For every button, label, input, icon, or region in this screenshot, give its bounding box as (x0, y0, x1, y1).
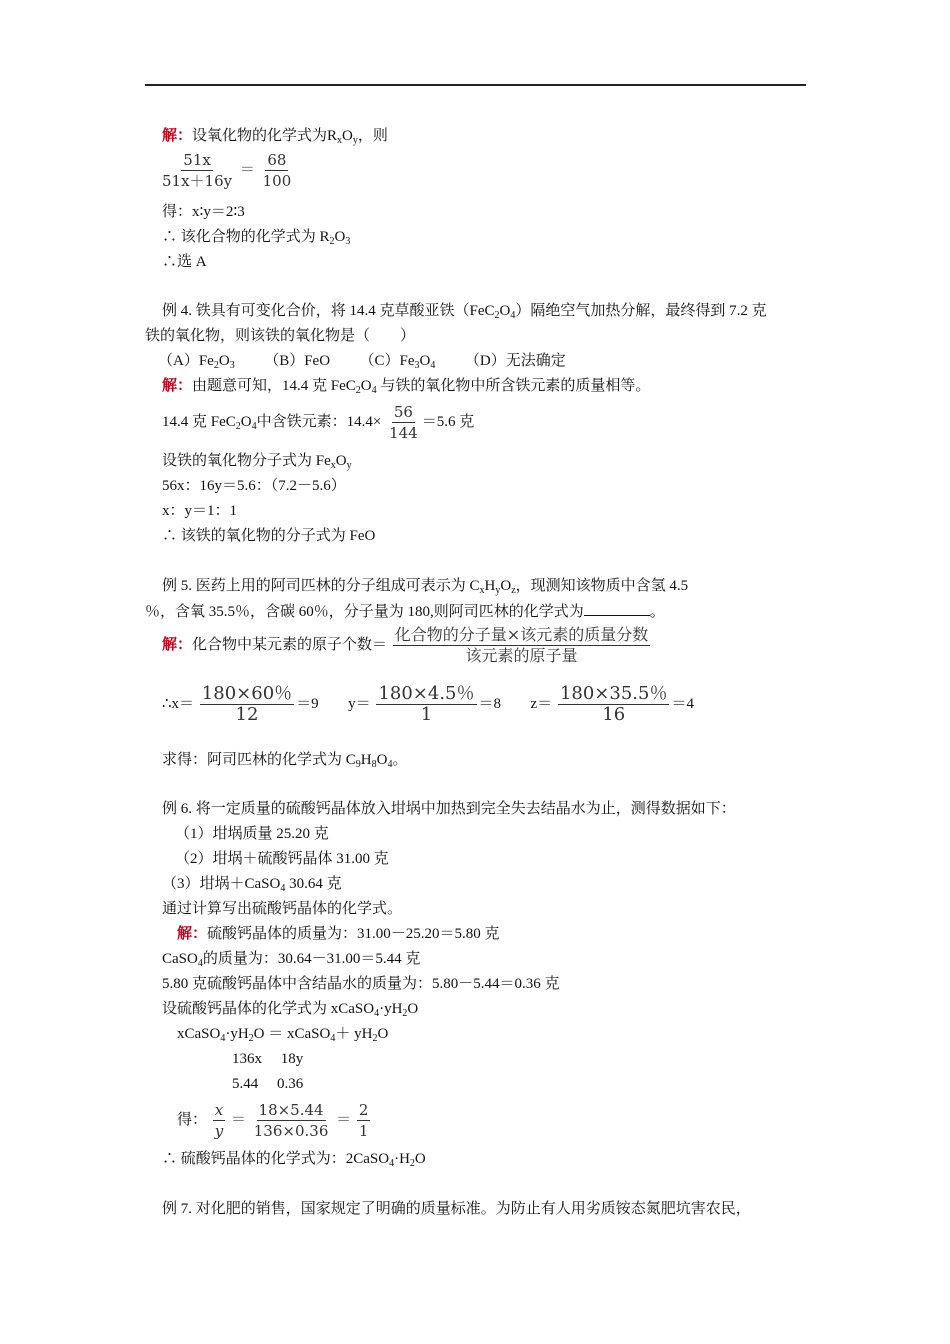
e3-fraction-equation: $\frac{51x}{51x+16y}$ ＝ $\frac{68}{100}$ (162, 151, 292, 190)
formula-fraction: $\frac{\text{化合物的分子量×该元素的质量分数}}{\text{该元素的原子量}}$ (394, 625, 649, 665)
e6-data-2: （2）坩埚＋硫酸钙晶体 31.00 克 (175, 851, 389, 867)
option-d: （D）无法确定 (464, 353, 566, 369)
e3-conclusion: ∴ 该化合物的化学式为 $R_2O_3$ (162, 229, 351, 247)
e5-question-line2: ％，含氧 35.5％，含碳 60％，分子量为 180,则阿司匹林的化学式为 。 (145, 601, 665, 622)
fraction-right: $\frac{68}{100}$ (262, 151, 292, 190)
e6-caso4-mass: CaSO$_4$的质量为：30.64－31.00＝5.44 克 (162, 951, 421, 969)
e4-iron-mass: 14.4 克 $FeC_2O_4$中含铁元素：14.4× $\frac{56}{144}$ ＝5.6 克 (162, 403, 475, 442)
fraction-x: $\frac{180\times 60\%}{12}$ (201, 683, 293, 725)
e4-options (158, 351, 566, 371)
fraction-masses: $\frac{18\times 5.44}{136\times 0.36}$ (253, 1101, 329, 1140)
e6-assume: 设硫酸钙晶体的化学式为 $xCaSO_4\cdot yH_2O$ (162, 1001, 419, 1019)
e5-question: 例 5. 医药上用的阿司匹林的分子组成可表示为 $C_xH_yO_z$，现测知该物质中含氢 4.5 (162, 578, 689, 596)
e6-question: 例 6. 将一定质量的硫酸钙晶体放入坩埚中加热到完全失去结晶水为止，测得数据如下： (162, 801, 736, 817)
e3-ratio: 得：x∶y＝2∶3 (162, 204, 245, 220)
e7-question: 例 7. 对化肥的销售，国家规定了明确的质量标准。为防止有人用劣质铵态氮肥坑害农民， (162, 1201, 751, 1217)
e6-molar-masses: 136x 18y (232, 1051, 304, 1067)
fraction-result: $\frac{2}{1}$ (358, 1101, 369, 1140)
fraction-left: $\frac{51x}{51x+16y}$ (162, 151, 233, 190)
header-rule (145, 84, 806, 86)
e6-data-3: （3）坩埚＋CaSO$_4$ 30.64 克 (162, 876, 342, 894)
e4-solution-line1: 解：由题意可知，14.4 克 $FeC_2O_4$ 与铁的氧化物中所含铁元素的质量相等。 (162, 378, 651, 396)
e4-question-line2: 铁的氧化物，则该铁的氧化物是（ ） (145, 328, 416, 344)
e3-choice: ∴选 A (162, 254, 207, 270)
e6-equation: $xCaSO_4\cdot yH_2O$ ＝ xCaSO$_4$＋ $yH_2O$ (177, 1026, 389, 1044)
e5-formula: 解：化合物中某元素的原子个数＝ $\frac{\text{化合物的分子量×该元素的质量分数}}{\text{该元素的原子量}}$ (162, 625, 649, 665)
e6-ratio-equation: 得： $\frac{x}{y}$ ＝ $\frac{18\times 5.44}{136\times 0.36}$ ＝ $\frac{2}{1}$ (177, 1101, 369, 1140)
e6-solution-line1: 解：硫酸钙晶体的质量为：31.00－25.20＝5.80 克 (177, 926, 500, 942)
e4-conclusion: ∴ 该铁的氧化物的分子式为 FeO (162, 528, 376, 544)
option-c: $(C)Fe_3O_4$ (359, 353, 436, 371)
option-b: （B）FeO (264, 353, 331, 369)
e4-question: 例 4. 铁具有可变化合价，将 14.4 克草酸亚铁$(FeC_2O_4)$隔绝空气加热分解，最终得到 7.2 克 (162, 303, 767, 321)
e3-intro: 解：设氧化物的化学式为$R_xO_y$，则 (162, 128, 388, 146)
solution-label: 解： (177, 926, 208, 942)
fraction-z: $\frac{180\times 35.5\%}{16}$ (559, 683, 668, 725)
e6-task: 通过计算写出硫酸钙晶体的化学式。 (162, 901, 403, 917)
option-a: $(A)Fe_2O_3$ (158, 353, 235, 371)
solution-label: 解： (162, 636, 193, 653)
solution-label: 解： (162, 128, 193, 144)
fraction-y: $\frac{180\times 4.5\%}{1}$ (378, 683, 475, 725)
e6-conclusion: ∴ 硫酸钙晶体的化学式为：$2CaSO_4\cdot H_2O$ (162, 1151, 426, 1169)
e6-data-1: （1）坩埚质量 25.20 克 (175, 826, 329, 842)
solution-label: 解： (162, 378, 193, 394)
e5-answer: 求得：阿司匹林的化学式为 $C_9H_8O_4$。 (162, 752, 408, 770)
e5-atom-counts: ∴x＝ $\frac{180\times 60\%}{12}$ ＝9 y＝ $\frac{180\times 4.5\%}{1}$ ＝8 z＝ $\frac{180\times 35.5\%}{16}$ ＝4 (162, 683, 694, 725)
e6-water-mass: 5.80 克硫酸钙晶体中含结晶水的质量为：5.80－5.44＝0.36 克 (162, 976, 560, 992)
e6-masses: 5.44 0.36 (232, 1076, 304, 1092)
e4-ratio-eq: 56x：16y＝5.6：（7.2－5.6） (162, 478, 346, 494)
e4-assume: 设铁的氧化物分子式为 $Fe_xO_y$ (162, 453, 352, 471)
e4-ratio: x：y＝1：1 (162, 503, 238, 519)
answer-blank (584, 601, 650, 616)
fraction: $\frac{56}{144}$ (389, 403, 418, 442)
fraction-x-over-y: $\frac{x}{y}$ (214, 1101, 224, 1140)
